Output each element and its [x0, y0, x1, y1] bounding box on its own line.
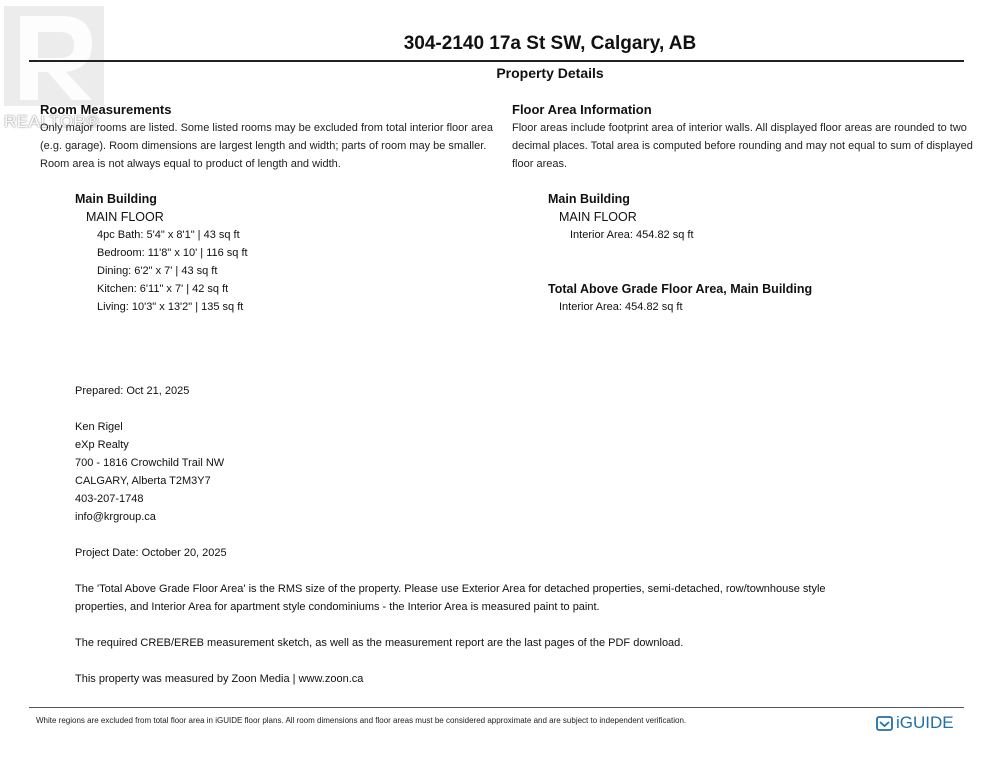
floor-area-description [512, 119, 982, 173]
floor-area-building-name: Main Building [548, 192, 630, 206]
room-measurements-description [40, 119, 500, 173]
agent-contact-block [75, 418, 224, 526]
page-subtitle: Property Details [496, 65, 604, 81]
description-line: Only major rooms are listed. Some listed rooms may be excluded from total interior floor area [40, 122, 494, 134]
page-title: 304-2140 17a St SW, Calgary, AB [403, 33, 697, 54]
room-item: Bedroom: 11'8" x 10' | 116 sq ft [97, 247, 248, 259]
prepared-date: Prepared: Oct 21, 2025 [75, 385, 190, 397]
header-divider [29, 60, 964, 62]
creb-note: The required CREB/EREB measurement sketch, as well as the measurement report are the last pages of the PDF download. [75, 637, 684, 649]
total-interior-area: Interior Area: 454.82 sq ft [559, 301, 683, 313]
agent-address-line: 700 - 1816 Crowchild Trail NW [75, 457, 225, 469]
description-line: (e.g. garage). Room dimensions are largest length and width; parts of room may be smaller. [40, 140, 487, 152]
agent-phone: 403-207-1748 [75, 493, 144, 505]
footer-divider [29, 707, 964, 708]
floor-area-heading: Floor Area Information [512, 102, 652, 117]
agent-email: info@krgroup.ca [75, 511, 156, 523]
description-line: decimal places. Total area is computed before rounding and may not equal to sum of displayed [512, 140, 973, 152]
project-date: Project Date: October 20, 2025 [75, 547, 227, 559]
room-item: Kitchen: 6'11" x 7' | 42 sq ft [97, 283, 229, 295]
description-line: Floor areas include footprint area of interior walls. All displayed floor areas are rounded to two [512, 122, 967, 134]
total-floor-area-heading: Total Above Grade Floor Area, Main Building [548, 282, 813, 296]
footer-disclaimer: White regions are excluded from total floor area in iGUIDE floor plans. All room dimensions and floor areas must be considered approximate and are subject to independent verification. [36, 716, 687, 725]
room-item: 4pc Bath: 5'4" x 8'1" | 43 sq ft [97, 229, 240, 241]
description-line: floor areas. [512, 158, 568, 170]
description-line: Room area is not always equal to product of length and width. [40, 158, 341, 170]
iguide-logo-icon [876, 715, 893, 732]
iguide-brand [876, 713, 954, 733]
room-measurements-heading: Room Measurements [40, 102, 172, 117]
agent-name: Ken Rigel [75, 421, 123, 433]
room-item: Dining: 6'2" x 7' | 43 sq ft [97, 265, 218, 277]
room-item: Living: 10'3" x 13'2" | 135 sq ft [97, 301, 244, 313]
rms-note-line: The 'Total Above Grade Floor Area' is the RMS size of the property. Please use Exterior Area for detached properties, semi-detached, row/townhouse style [75, 583, 826, 595]
agent-city-line: CALGARY, Alberta T2M3Y7 [75, 475, 211, 487]
iguide-wordmark: iGUIDE [896, 713, 954, 732]
room-list [97, 226, 248, 316]
rms-note [75, 580, 975, 616]
measured-by-note: This property was measured by Zoon Media | www.zoon.ca [75, 673, 364, 685]
room-building-name: Main Building [75, 192, 157, 206]
realtor-wordmark: REALTOR® [4, 112, 100, 131]
floor-interior-area: Interior Area: 454.82 sq ft [570, 229, 694, 241]
agent-brokerage: eXp Realty [75, 439, 129, 451]
rms-note-line: properties, and Interior Area for apartment style condominiums - the Interior Area is measured paint to paint. [75, 601, 600, 613]
floor-area-floor-name: MAIN FLOOR [559, 210, 637, 224]
room-floor-name: MAIN FLOOR [86, 210, 164, 224]
